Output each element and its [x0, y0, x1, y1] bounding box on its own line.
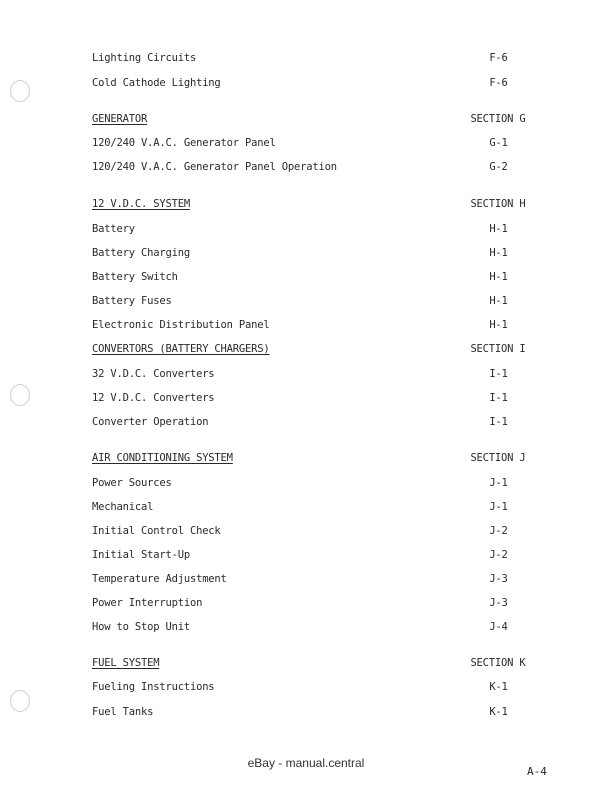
page-number: A-4	[527, 765, 547, 778]
toc-entry	[0, 77, 612, 93]
toc-section-heading	[0, 198, 612, 214]
entry-title: How to Stop Unit	[92, 621, 190, 633]
entry-title: Fueling Instructions	[92, 681, 215, 693]
toc-entry	[0, 137, 612, 153]
entry-page-ref: J-1	[489, 477, 508, 489]
toc-entry	[0, 525, 612, 541]
entry-title: Initial Control Check	[92, 525, 221, 537]
entry-title: 12 V.D.C. Converters	[92, 392, 215, 404]
section-title: FUEL SYSTEM	[92, 657, 160, 669]
entry-page-ref: H-1	[489, 223, 508, 235]
entry-page-ref: G-1	[489, 137, 508, 149]
entry-page-ref: I-1	[489, 368, 508, 380]
section-label: SECTION G	[470, 113, 526, 125]
toc-entry	[0, 573, 612, 589]
entry-page-ref: I-1	[489, 416, 508, 428]
entry-title: Fuel Tanks	[92, 706, 154, 718]
toc-entry	[0, 319, 612, 335]
toc-entry	[0, 295, 612, 311]
entry-page-ref: J-3	[489, 573, 508, 585]
entry-title: 32 V.D.C. Converters	[92, 368, 215, 380]
watermark: eBay - manual.central	[247, 756, 365, 770]
toc-entry	[0, 549, 612, 565]
entry-page-ref: J-2	[489, 549, 508, 561]
toc-entry	[0, 621, 612, 637]
toc-entry	[0, 52, 612, 68]
section-label: SECTION J	[470, 452, 526, 464]
toc-entry	[0, 368, 612, 384]
entry-title: Battery	[92, 223, 135, 235]
entry-title: Cold Cathode Lighting	[92, 77, 221, 89]
toc-entry	[0, 416, 612, 432]
entry-title: Temperature Adjustment	[92, 573, 227, 585]
toc-entry	[0, 477, 612, 493]
section-label: SECTION K	[470, 657, 526, 669]
toc-entry	[0, 501, 612, 517]
entry-title: Initial Start-Up	[92, 549, 190, 561]
entry-page-ref: H-1	[489, 319, 508, 331]
section-title: AIR CONDITIONING SYSTEM	[92, 452, 233, 464]
toc-entry	[0, 597, 612, 613]
section-title: 12 V.D.C. SYSTEM	[92, 198, 190, 210]
toc-entry	[0, 223, 612, 239]
toc-entry	[0, 392, 612, 408]
entry-page-ref: G-2	[489, 161, 508, 173]
entry-page-ref: J-2	[489, 525, 508, 537]
entry-page-ref: J-3	[489, 597, 508, 609]
entry-title: Battery Switch	[92, 271, 178, 283]
entry-page-ref: I-1	[489, 392, 508, 404]
entry-page-ref: K-1	[489, 706, 508, 718]
toc-section-heading	[0, 657, 612, 673]
toc-entry	[0, 161, 612, 177]
section-label: SECTION H	[470, 198, 526, 210]
entry-page-ref: J-1	[489, 501, 508, 513]
entry-page-ref: H-1	[489, 271, 508, 283]
entry-page-ref: J-4	[489, 621, 508, 633]
toc-section-heading	[0, 452, 612, 468]
toc-entry	[0, 681, 612, 697]
section-title: CONVERTORS (BATTERY CHARGERS)	[92, 343, 270, 355]
entry-title: Power Interruption	[92, 597, 203, 609]
entry-page-ref: K-1	[489, 681, 508, 693]
section-title: GENERATOR	[92, 113, 148, 125]
toc-section-heading	[0, 343, 612, 359]
entry-title: Mechanical	[92, 501, 154, 513]
toc-entry	[0, 271, 612, 287]
entry-title: Battery Fuses	[92, 295, 172, 307]
entry-page-ref: H-1	[489, 295, 508, 307]
entry-title: Electronic Distribution Panel	[92, 319, 270, 331]
entry-title: Lighting Circuits	[92, 52, 197, 64]
entry-page-ref: F-6	[489, 77, 508, 89]
entry-title: Power Sources	[92, 477, 172, 489]
entry-page-ref: H-1	[489, 247, 508, 259]
toc-entry	[0, 706, 612, 722]
section-label: SECTION I	[470, 343, 526, 355]
toc-section-heading	[0, 113, 612, 129]
entry-title: Converter Operation	[92, 416, 209, 428]
entry-title: 120/240 V.A.C. Generator Panel	[92, 137, 276, 149]
toc-entry	[0, 247, 612, 263]
entry-page-ref: F-6	[489, 52, 508, 64]
entry-title: 120/240 V.A.C. Generator Panel Operation	[92, 161, 337, 173]
entry-title: Battery Charging	[92, 247, 190, 259]
